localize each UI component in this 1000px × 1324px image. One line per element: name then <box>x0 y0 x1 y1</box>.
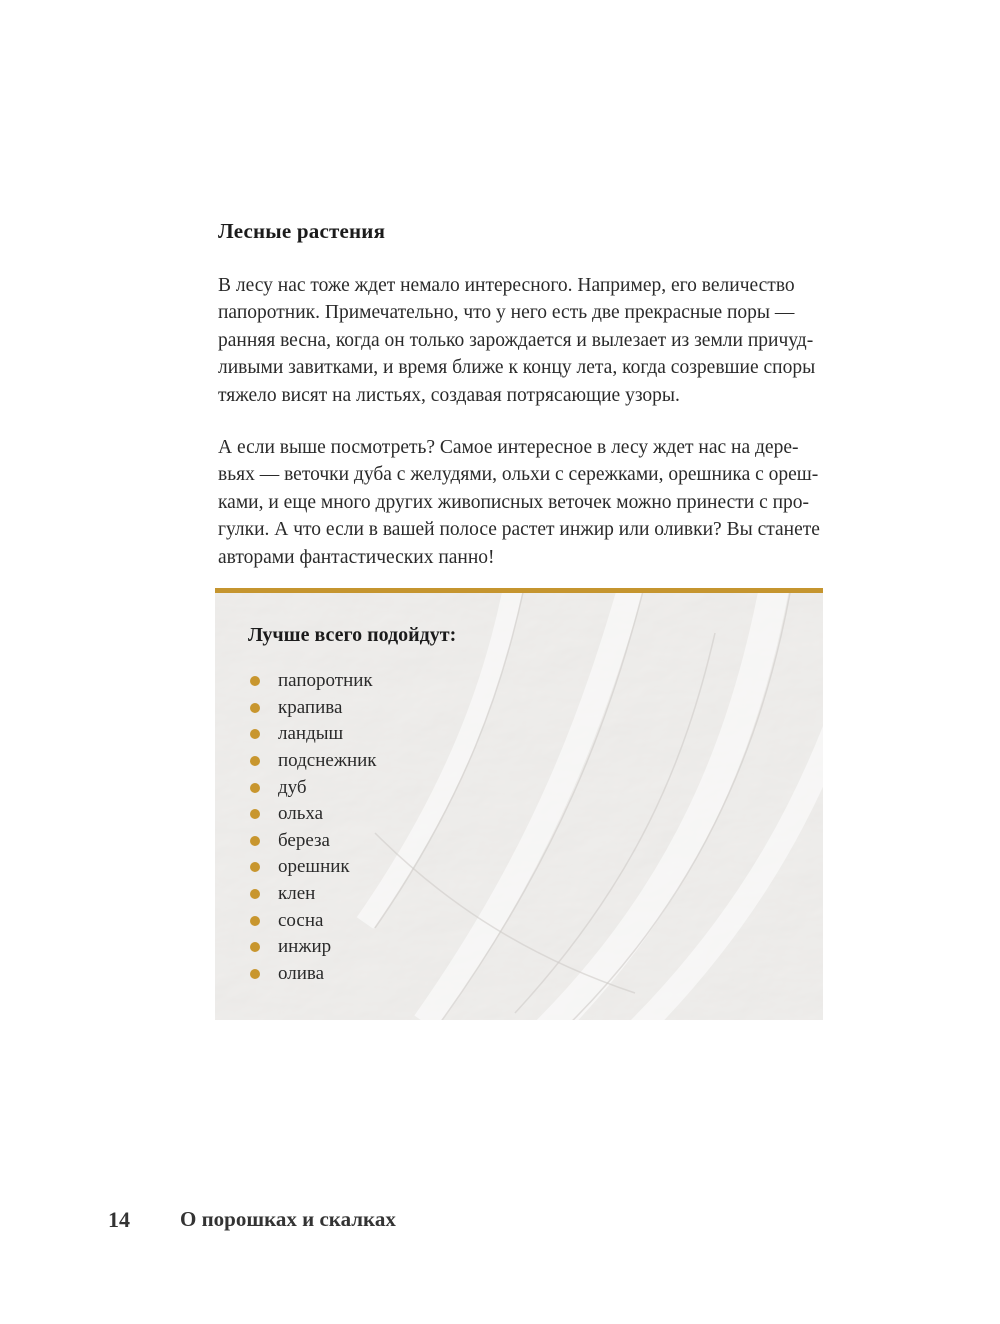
section-heading: Лесные растения <box>218 219 386 243</box>
list-item-label: инжир <box>278 936 332 958</box>
plant-list <box>215 668 823 987</box>
text-line: А если выше посмотреть? Самое интересное в лесу ждет нас на дере- <box>218 437 799 458</box>
list-item-label: сосна <box>278 909 324 931</box>
bullet-icon <box>250 809 260 819</box>
text-line: тяжело висят на листьях, создавая потрясающие узоры. <box>218 384 680 406</box>
list-item-label: папоротник <box>278 670 373 692</box>
text-line: вьях — веточки дуба с желудями, ольхи с сережками, орешника с ореш- <box>218 464 819 486</box>
bullet-icon <box>250 729 260 739</box>
list-item-label: подснежник <box>278 750 377 772</box>
text-line: ками, и еще много других живописных веточек можно принести с про- <box>218 491 810 513</box>
chapter-title: О порошках и скалках <box>180 1207 396 1231</box>
list-item-label: олива <box>278 962 325 984</box>
text-line: авторами фантастических панно! <box>218 546 495 568</box>
bullet-icon <box>250 862 260 872</box>
list-item <box>215 748 823 775</box>
list-item <box>215 961 823 988</box>
list-item <box>215 881 823 908</box>
bullet-icon <box>250 756 260 766</box>
highlight-box <box>215 588 823 1020</box>
paragraph-1 <box>218 272 838 409</box>
list-item-label: береза <box>278 829 330 851</box>
list-item <box>215 668 823 695</box>
bullet-icon <box>250 969 260 979</box>
bullet-icon <box>250 783 260 793</box>
list-item <box>215 774 823 801</box>
text-line: ливыми завитками, и время ближе к концу лета, когда созревшие споры <box>218 357 816 379</box>
bullet-icon <box>250 676 260 686</box>
list-item-label: ландыш <box>278 723 344 745</box>
paragraph-2 <box>218 434 838 571</box>
list-item-label: дуб <box>278 776 307 798</box>
list-item-label: орешник <box>278 856 350 878</box>
text-line: папоротник. Примечательно, что у него есть две прекрасные поры — <box>218 302 795 324</box>
text-line: ранняя весна, когда он только зарождается и вылезает из земли причуд- <box>218 329 814 351</box>
bullet-icon <box>250 703 260 713</box>
text-line: гулки. А что если в вашей полосе растет инжир или оливки? Вы станете <box>218 519 820 541</box>
list-item-label: ольха <box>278 803 324 825</box>
list-item <box>215 907 823 934</box>
list-item <box>215 828 823 855</box>
list-item <box>215 801 823 828</box>
page-number: 14 <box>108 1207 130 1232</box>
bullet-icon <box>250 836 260 846</box>
bullet-icon <box>250 916 260 926</box>
box-content <box>215 593 823 1020</box>
bullet-icon <box>250 942 260 952</box>
list-item-label: крапива <box>278 696 343 718</box>
list-item <box>215 695 823 722</box>
list-item <box>215 934 823 961</box>
text-line: В лесу нас тоже ждет немало интересного. Например, его величество <box>218 275 795 296</box>
box-title: Лучше всего подойдут: <box>248 624 457 646</box>
list-item <box>215 854 823 881</box>
list-item-label: клен <box>278 883 316 905</box>
list-item <box>215 721 823 748</box>
bullet-icon <box>250 889 260 899</box>
